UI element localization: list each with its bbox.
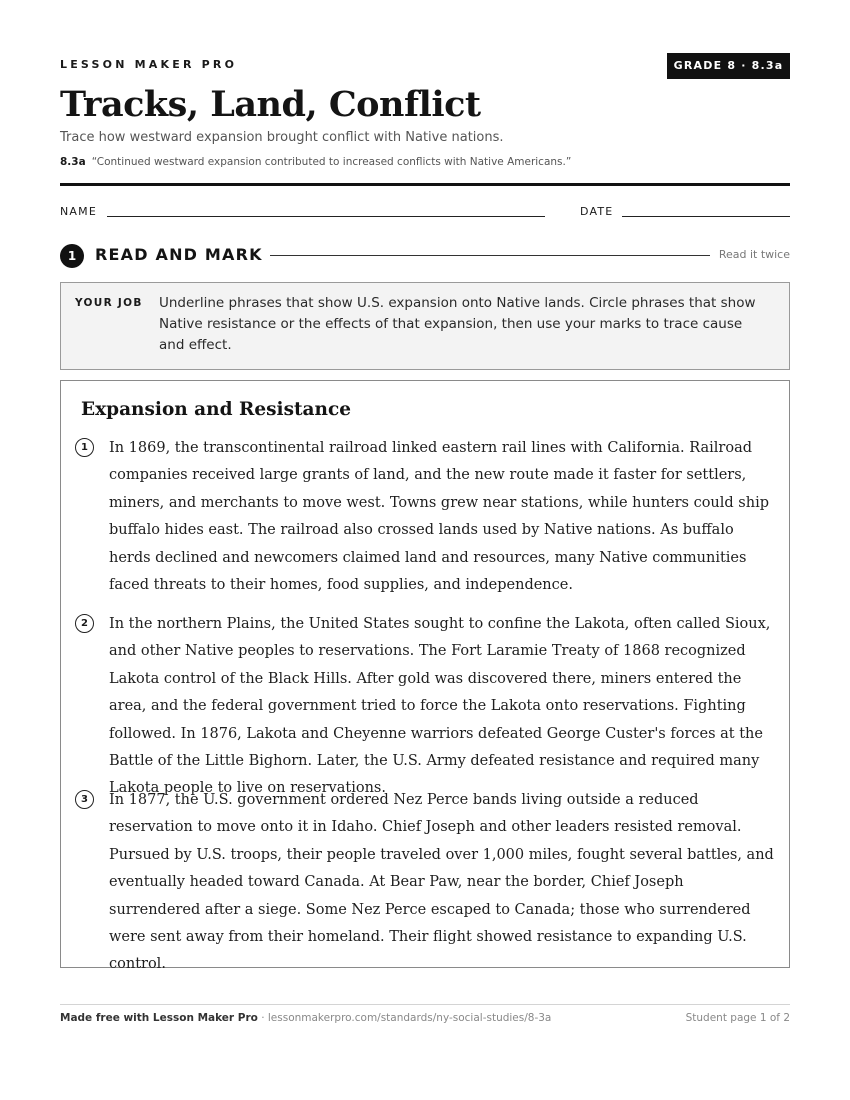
footer-made-with: Made free with Lesson Maker Pro <box>60 1012 258 1024</box>
paragraph-text[interactable]: In 1877, the U.S. government ordered Nez Perce bands living outside a reduced reservation to move onto it in Idaho. Chief Joseph and other leaders resisted removal. Pursued by U.S. troops, their people traveled over 1,000 miles, fought several battles, and eventually headed toward Canada. At Bear Paw, near the border, Chief Joseph surrendered after a siege. Some Nez Perce escaped to Canada; those who surrendered were sent away from their homeland. Their flight showed resistance to expanding U.S. control. <box>109 792 774 973</box>
instructions-box <box>60 282 790 370</box>
paragraph-text[interactable]: In 1869, the transcontinental railroad linked eastern rail lines with California. Railroad companies received large grants of land, and the new route made it faster for settlers, miners, and merchants to move west. Towns grew near stations, while hunters could ship buffalo hides east. The railroad also crossed lands used by Native nations. As buffalo herds declined and newcomers claimed land and resources, many Native communities faced threats to their homes, food supplies, and independence. <box>109 440 769 594</box>
worksheet-page <box>60 0 790 1100</box>
name-label: NAME <box>60 205 97 218</box>
section-hint: Read it twice <box>718 248 790 261</box>
section-divider <box>270 255 710 256</box>
standard-quote: “Continued westward expansion contributed to increased conflicts with Native Americans.” <box>91 156 572 168</box>
header-divider <box>60 183 790 186</box>
paragraph-text[interactable]: In the northern Plains, the United States sought to confine the Lakota, often called Sioux, and other Native peoples to reservations. The Fort Laramie Treaty of 1868 recognized Lakota control of the Black Hills. After gold was discovered there, miners entered the area, and the federal government tried to force the Lakota onto reservations. Fighting followed. In 1876, Lakota and Cheyenne warriors defeated George Custer's forces at the Battle of the Little Bighorn. Later, the U.S. Army defeated resistance and required many Lakota people to live on reservations. <box>109 616 771 797</box>
footer-divider <box>60 1004 790 1005</box>
worksheet-subtitle: Trace how westward expansion brought conflict with Native nations. <box>60 130 504 145</box>
paragraph-number-badge: 3 <box>75 790 94 809</box>
worksheet-title: Tracks, Land, Conflict <box>60 84 481 125</box>
section-title: READ AND MARK <box>95 245 263 264</box>
paragraph-number-badge: 1 <box>75 438 94 457</box>
paragraph-number-badge: 2 <box>75 614 94 633</box>
passage-title: Expansion and Resistance <box>81 399 352 420</box>
brand-name: LESSON MAKER PRO <box>60 58 238 71</box>
footer-url[interactable]: · lessonmakerpro.com/standards/ny-social-studies/8-3a <box>257 1012 552 1024</box>
grade-badge: GRADE 8 · 8.3a <box>667 53 790 79</box>
reading-passage <box>60 380 790 973</box>
footer-credit <box>60 1012 551 1024</box>
standard-code: 8.3a <box>60 156 86 168</box>
name-field[interactable] <box>107 216 545 217</box>
instructions-text: Underline phrases that show U.S. expansion onto Native lands. Circle phrases that show Native resistance or the effects of that expansion, then use your marks to trace cause and effect. <box>159 295 756 353</box>
instructions-label: YOUR JOB <box>75 297 143 309</box>
date-field[interactable] <box>622 216 790 217</box>
section-number-badge: 1 <box>60 244 84 268</box>
standard-line <box>60 156 571 168</box>
date-label: DATE <box>580 205 614 218</box>
footer-page-number: Student page 1 of 2 <box>685 1012 790 1024</box>
